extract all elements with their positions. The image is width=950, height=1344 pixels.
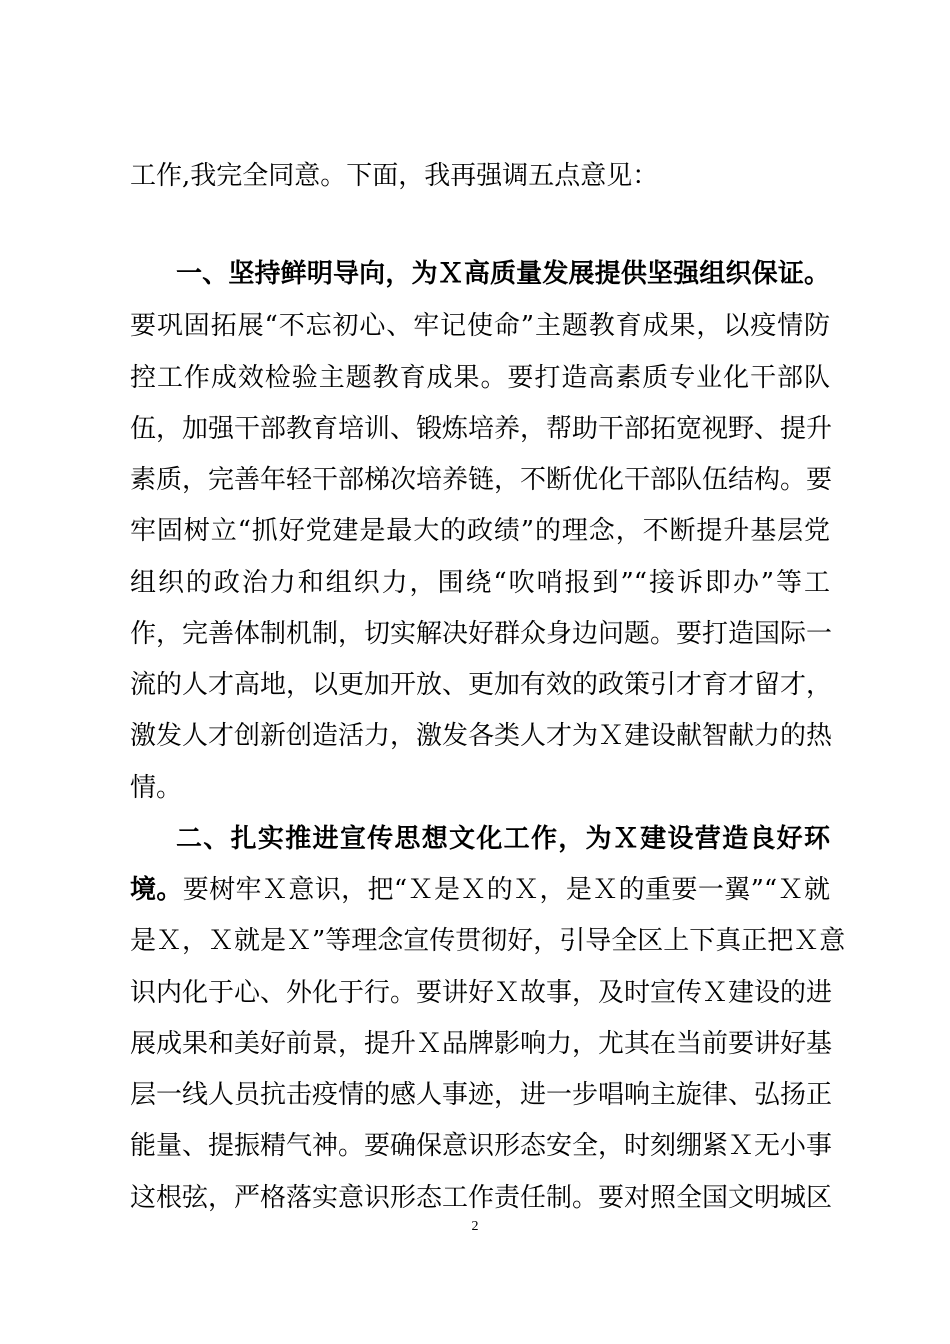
section-heading-2-end: 境。 <box>130 875 183 905</box>
paragraph-line: 工作,我完全同意。下面，我再强调五点意见： <box>130 161 659 191</box>
paragraph-line: 要巩固拓展“不忘初心、牢记使命”主题教育成果，以疫情防 <box>130 311 830 341</box>
paragraph-line: 能量、提振精气神。要确保意识形态安全，时刻绷紧Ｘ无小事 <box>130 1131 833 1161</box>
paragraph-line: 激发人才创新创造活力，激发各类人才为Ｘ建设献智献力的热 <box>130 721 833 751</box>
paragraph-line: 控工作成效检验主题教育成果。要打造高素质专业化干部队 <box>130 363 830 393</box>
paragraph-line: 层一线人员抗击疫情的感人事迹，进一步唱响主旋律、弘扬正 <box>130 1080 833 1110</box>
paragraph-line: 是Ｘ，Ｘ就是Ｘ”等理念宣传贯彻好，引导全区上下真正把Ｘ意 <box>130 926 846 956</box>
paragraph-line: 展成果和美好前景，提升Ｘ品牌影响力，尤其在当前要讲好基 <box>130 1029 833 1059</box>
paragraph-line: 流的人才高地，以更加开放、更加有效的政策引才育才留才， <box>130 670 833 700</box>
section-heading-2: 二、扎实推进宣传思想文化工作，为Ｘ建设营造良好环 <box>176 824 830 854</box>
paragraph-line: 情。 <box>130 773 183 803</box>
page-number: 2 <box>471 1219 479 1234</box>
paragraph-line: 这根弦，严格落实意识形态工作责任制。要对照全国文明城区 <box>130 1183 833 1213</box>
section-heading-1: 一、坚持鲜明导向，为Ｘ高质量发展提供坚强组织保证。 <box>176 259 830 289</box>
paragraph-line: 作，完善体制机制，切实解决好群众身边问题。要打造国际一 <box>130 619 833 649</box>
paragraph-line: 识内化于心、外化于行。要讲好Ｘ故事，及时宣传Ｘ建设的进 <box>130 978 833 1008</box>
paragraph-line: 牢固树立“抓好党建是最大的政绩”的理念，不断提升基层党 <box>130 516 830 546</box>
paragraph-line: 伍，加强干部教育培训、锻炼培养，帮助干部拓宽视野、提升 <box>130 414 833 444</box>
paragraph-line <box>130 872 830 908</box>
paragraph-line: 素质，完善年轻干部梯次培养链，不断优化干部队伍结构。要 <box>130 465 833 495</box>
paragraph-line: 组织的政治力和组织力，围绕“吹哨报到”“接诉即办”等工 <box>130 568 830 598</box>
paragraph-text: 要树牢Ｘ意识，把“Ｘ是Ｘ的Ｘ，是Ｘ的重要一翼”“Ｘ就 <box>182 875 830 905</box>
